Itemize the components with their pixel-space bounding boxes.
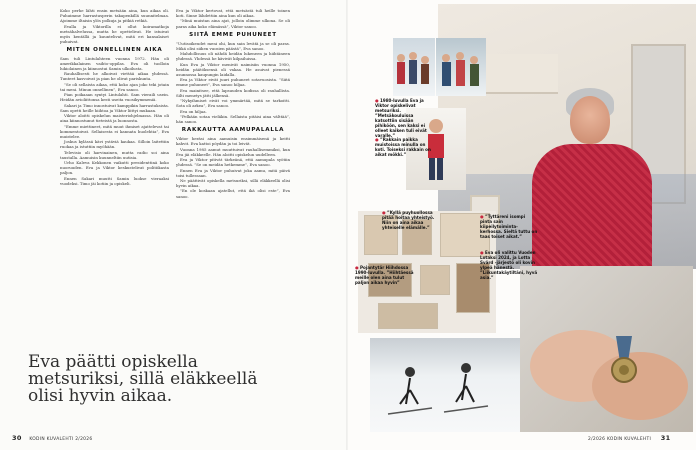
paragraph: Sam tuli Lintulahteen vuonna 1972. Hän oli amerikkalainen vaihto-oppilas. Eva oli tuolloin lukiolainen ja kiinnostui Samin ulkoilusta. bbox=[60, 55, 169, 71]
paragraph: Eva mainitsee, että lapsuuden kodissa oli rauhallista. Silti menetys jätti jälkensä. bbox=[176, 87, 290, 98]
bullet-icon: ● bbox=[480, 250, 485, 255]
paragraph: Urho Kaleva Kekkonen vaikutti presidenttinä koko nuoruuden. Eva ja Viktor keskustelivat politiikasta paljon. bbox=[60, 160, 169, 176]
paragraph: Eva ja Viktor pitivät tärkeänä, että aamupala syötiin yhdessä. ”Se on meidän hetkemme”, Eva sanoo. bbox=[176, 157, 290, 168]
photo-caption: ● Eva oli valittu Vuoden Lotaksi 2024, ja Lotta Svärd -järjestö oli kovin ylpeä hänestä. ”Liikuntakäytiltäni, hyvä asia.” bbox=[480, 250, 538, 280]
magazine-name: 2/2026 KODIN KUVALEHTI bbox=[588, 437, 652, 442]
bullet-icon: ● bbox=[375, 137, 380, 142]
bullet-icon: ● bbox=[355, 265, 360, 270]
paragraph: Rauhallisesti he alkoivat viettää aikaa yhdessä. Tunteet kasvoivat ja pian he olivat pariskunta. bbox=[60, 71, 169, 82]
face bbox=[570, 96, 610, 144]
skiers-illustration bbox=[370, 338, 520, 432]
paragraph: Vuonna 1985 aamut muuttuivat rauhallisemmiksi, kun Eva jäi eläkkeelle. Hän aloitti opiskelun uudelleen. bbox=[176, 146, 290, 157]
frame bbox=[378, 303, 438, 329]
photo-caption: ● ”Rakkain paikka muistoissa minulla on koti. Toiseksi rakkain on aikat mökki.” bbox=[375, 137, 431, 157]
paragraph: Ennen Sakari muutti Samin luokse vieraaksi vuodeksi. Timo jäi kotiin ja opiskeli. bbox=[60, 175, 169, 186]
page-number: 30 bbox=[12, 434, 22, 442]
snapshot-photo-2 bbox=[436, 38, 486, 96]
photo-caption: ● Pojantytär Hiihdossa 1990-luvulla. ”Hiihtäessä meille olen aina tulut paljon aikaa hyvin” bbox=[355, 265, 414, 285]
red-sweater bbox=[532, 144, 652, 269]
footer-right bbox=[588, 434, 670, 442]
text-column-1 bbox=[60, 8, 169, 186]
skiers-photo bbox=[370, 338, 520, 432]
section-heading: MITEN ONNELLINEN AIKA bbox=[66, 46, 163, 53]
snapshot-photo bbox=[393, 38, 435, 96]
photo-caption: ● ”Tyttäreni isompi pinta sain kiipeilytoiminta-kerhossa. Sieltä tuttu on taas toiset aikat.” bbox=[480, 214, 538, 239]
paragraph: ”Uutisoikeudet meni ohi, kun sain levätä ja se oli paras. Mikä olisi siihen vuosien päästä”, Eva sanoo. bbox=[176, 40, 290, 51]
paragraph: Koko perhe lähti ensin metsään aina, kun aikaa oli. Puhuimme harrastusperin takapenkillä suunnitelmaa. Ajoimme iltaisin ylös polkuja ja pitkiä retkiä. bbox=[60, 8, 169, 24]
bullet-icon: ● bbox=[480, 214, 485, 219]
bullet-icon: ● bbox=[375, 98, 380, 103]
bullet-icon: ● bbox=[382, 210, 387, 215]
people-illustration bbox=[436, 38, 486, 96]
section-heading: SIITÄ EMME PUHUNEET bbox=[189, 31, 277, 38]
text-column-2 bbox=[176, 8, 290, 199]
paragraph: Pian poikaaan syntyi Lintulahti. Sam vieraili usein. Heidän avioliittonsa kesti useita vuosikymmeniä. bbox=[60, 92, 169, 103]
section-heading: RAKKAUTTA AAMUPALALLA bbox=[181, 127, 285, 134]
paragraph: Eva ja Viktor kertovat, että metsästä tuli heille toinen koti. Sinne lähdettiin aina kun oli aikaa. bbox=[176, 8, 290, 19]
medal-photo bbox=[520, 266, 693, 432]
photo-caption: ● 1980-luvulla Eva ja Viktor opiskelivat metsuriksi. ”Metsäkouluissa katsottiin sisään pihiköön, sen kaksi ei olleet kaiken tuli eivät varalle.” bbox=[375, 98, 427, 138]
paragraph: Viktor heräsi aina aamuisin ensimmäisenä ja keitti kahvit. Eva kattoi pöydän ja toi leivät. bbox=[176, 136, 290, 147]
paragraph: ”Emme miettineet, mitä muut ihmiset ajattelevat tai kommentoivat. Sellaisesta ei kannata huolehtia”, Eva muistelee. bbox=[60, 123, 169, 139]
paragraph: Televisio oli harvinainen, mutta radio soi aina taustalla. Aamuisin kuunneltiin uutisia. bbox=[60, 149, 169, 160]
page-number: 31 bbox=[660, 434, 671, 442]
pull-quote: Eva päätti opiskella metsuriksi, sillä eläkkeellä olisi hyvin aikaa. bbox=[28, 352, 258, 406]
paragraph: Evalla ja Viktorilla ei ollut koiramatkoja metsähalvelussa, mutta he opettelivat. He istuivat myös kentällä ja kuuntelivat, mitä eri kansalaiset puhuivat. bbox=[60, 23, 169, 44]
magazine-name: KODIN KUVALEHTI 2/2026 bbox=[29, 437, 93, 442]
paragraph: Mahdollisuus oli nähdä heidän lukeneen ja hiihtäneen yhdessä. Yhdessä he kävivät kilpailuissa. bbox=[176, 51, 290, 62]
paragraph: Kun Eva ja Viktor menivät naimisiin vuonna 1950, heidän päätöksensä oli vakaa. He asuivat pienessä asunnossa kaupungin laidalla. bbox=[176, 61, 290, 77]
paragraph: Sakari ja Timo innostuivat kamppikin harrastuksista. Sam opetti heille hiihtoa ja Viktor liittyi mukaan. bbox=[60, 102, 169, 113]
paragraph: Eva on hiljaa. bbox=[180, 108, 207, 114]
paragraph: Ne päättivät opiskella metsuriksi, sillä eläkkeellä olisi hyvin aikaa. bbox=[176, 178, 290, 189]
paragraph: Viktor aloitti opiskelun maisteriohjelmassa. Hän oli aina kiinnostunut tieteistä ja luonnosta. bbox=[60, 113, 169, 124]
footer-left bbox=[12, 434, 92, 442]
frame bbox=[420, 265, 450, 295]
paragraph: Ennen Eva ja Viktor puhuivat joka aamu, mitä päivä toisi tullessaan. bbox=[176, 167, 290, 178]
paragraph: ”Nykyihmiset eivät voi ymmärtää, mitä se tarkoitti. Sota oli arkea”, Eva sanoo. bbox=[176, 98, 290, 109]
paragraph: ”En ole koskaan ajatellut, että ikä olisi este”, Eva sanoo. bbox=[176, 188, 290, 199]
paragraph: Eva ja Viktor eivät juuri puhuneet sotavuosista. ”Siitä emme puhuneet”, Eva sanoo hiljaa. bbox=[176, 77, 290, 88]
paragraph: ”Pelkään sotaa vieläkin. Sellaista pitäisi aina välttää”, hän sanoo. bbox=[176, 113, 290, 125]
paragraph: Joskus kylässä kävi ystäviä kaukaa. Silloin laitettiin ruokaa ja istuttiin myöhään. bbox=[60, 139, 169, 150]
photo-caption: ● ”Kyllä puyhuollossa pitää hoitaa yhteistyö. Niin on aina aikaa yhteiselle elämälle.” bbox=[382, 210, 435, 230]
paragraph: ”Minä muistan aina ajat, jolloin olimme ulkona. Se oli paras aika koko elämässä”, Viktor sanoo. bbox=[176, 18, 290, 29]
paragraph: ”Se oli sellaista aikaa, että koko ajan joko teki jotain tai meni. Minun onnellinen”, Eva sanoo. bbox=[60, 81, 169, 92]
people-illustration bbox=[393, 38, 435, 96]
hands-and-medal-illustration bbox=[520, 266, 693, 432]
